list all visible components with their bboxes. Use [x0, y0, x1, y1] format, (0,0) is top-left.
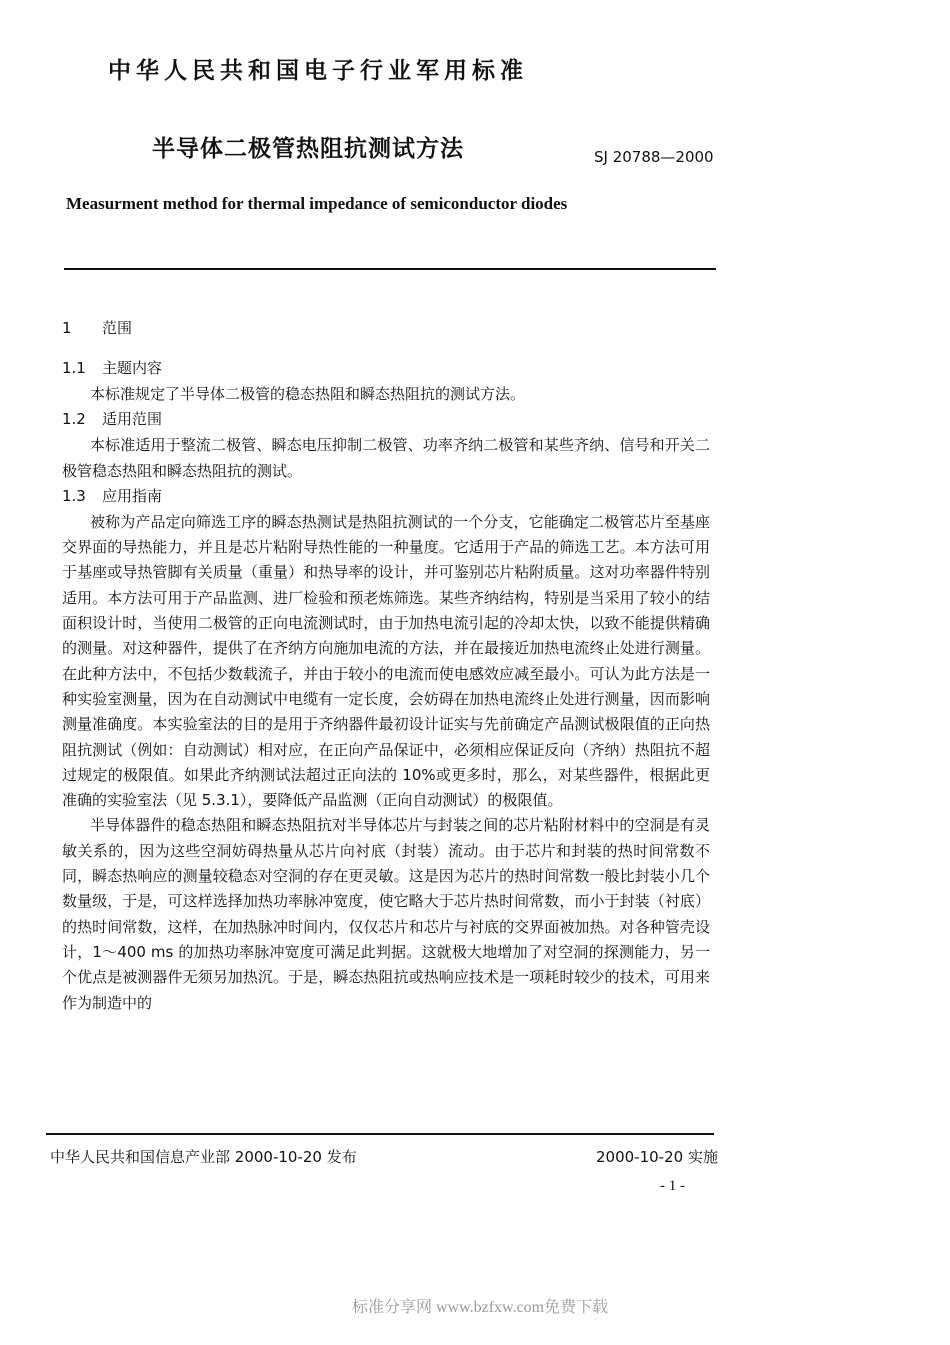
- watermark-text: 标准分享网 www.bzfxw.com免费下载: [352, 1299, 609, 1316]
- section-1-body: [62, 356, 710, 1016]
- section-title: 适用范围: [102, 410, 163, 429]
- section-1-2-heading: [62, 407, 710, 433]
- section-1-1-heading: [62, 356, 710, 382]
- document-title-english: Measurment method for thermal impedance of semiconductor diodes: [66, 194, 568, 213]
- standard-category-header: 中华人民共和国电子行业军用标准: [108, 58, 528, 84]
- issuer-info: 中华人民共和国信息产业部 2000-10-20 发布: [50, 1148, 357, 1166]
- section-1-3-heading: [62, 484, 710, 510]
- effective-date: 2000-10-20 实施: [596, 1148, 718, 1166]
- section-1-3-paragraph-1: 被称为产品定向筛选工序的瞬态热测试是热阻抗测试的一个分支，它能确定二极管芯片至基座交界面的导热能力，并且是芯片粘附导热性能的一种量度。它适用于产品的筛选工艺。本方法可用于基座或导热管脚有关质量（重量）和热导率的设计，并可鉴别芯片粘附质量。这对功率器件特别适用。本方法可用于产品监测、进厂检验和预老炼筛选。某些齐纳结构，特别是当采用了较小的结面积设计时，当使用二极管的正向电流测试时，由于加热电流引起的冷却太快，以致不能提供精确的测量。对这种器件，提供了在齐纳方向施加电流的方法，并在最接近加热电流终止处进行测量。在此种方法中，不包括少数载流子，并由于较小的电流而使电感效应减至最小。可认为此方法是一种实验室测量，因为在自动测试中电缆有一定长度，会妨碍在加热电流终止处进行测量，因而影响测量准确度。本实验室法的目的是用于齐纳器件最初设计证实与先前确定产品测试极限值的正向热阻抗测试（例如：自动测试）相对应，在正向产品保证中，必须相应保证反向（齐纳）热阻抗不超过规定的极限值。如果此齐纳测试法超过正向法的 10%或更多时，那么，对某些器件，根据此更准确的实验室法（见 5.3.1），要降低产品监测（正向自动测试）的极限值。: [62, 512, 710, 810]
- section-title: 主题内容: [102, 359, 163, 377]
- header-divider: [64, 268, 716, 270]
- standard-code: SJ 20788—2000: [594, 148, 714, 166]
- section-1-2-text: 本标准适用于整流二极管、瞬态电压抑制二极管、功率齐纳二极管和某些齐纳、信号和开关二极管稳态热阻和瞬态热阻抗的测试。: [62, 436, 710, 480]
- section-1-3-paragraph-2: 半导体器件的稳态热阻和瞬态热阻抗对半导体芯片与封装之间的芯片粘附材料中的空洞是有灵敏关系的，因为这些空洞妨碍热量从芯片向衬底（封装）流动。由于芯片和封装的热时间常数不同，瞬态热响应的测量较稳态对空洞的存在更灵敏。这是因为芯片的热时间常数一般比封装小几个数量级，于是，可这样选择加热功率脉冲宽度，使它略大于芯片热时间常数，而小于封装（衬底）的热时间常数，这样，在加热脉冲时间内，仅仅芯片和芯片与衬底的交界面被加热。对各种管壳设计，1～400 ms 的加热功率脉冲宽度可满足此判据。这就极大地增加了对空洞的探测能力，另一个优点是被测器件无须另加热沉。于是，瞬态热阻抗或热响应技术是一项耗时较少的技术，可用来作为制造中的: [62, 816, 710, 1012]
- section-number: 1: [62, 319, 72, 337]
- section-number: 1.1: [62, 359, 86, 377]
- document-title: 半导体二极管热阻抗测试方法: [152, 136, 464, 162]
- section-number: 1.2: [62, 410, 86, 429]
- section-1-1-text: 本标准规定了半导体二极管的稳态热阻和瞬态热阻抗的测试方法。: [90, 385, 526, 403]
- section-1: [62, 316, 710, 350]
- page-number: - 1 -: [660, 1178, 685, 1194]
- section-title: 范围: [102, 319, 133, 337]
- section-title: 应用指南: [102, 486, 163, 505]
- footer-divider: [46, 1133, 714, 1135]
- section-1-heading: [62, 316, 710, 342]
- section-number: 1.3: [62, 486, 86, 505]
